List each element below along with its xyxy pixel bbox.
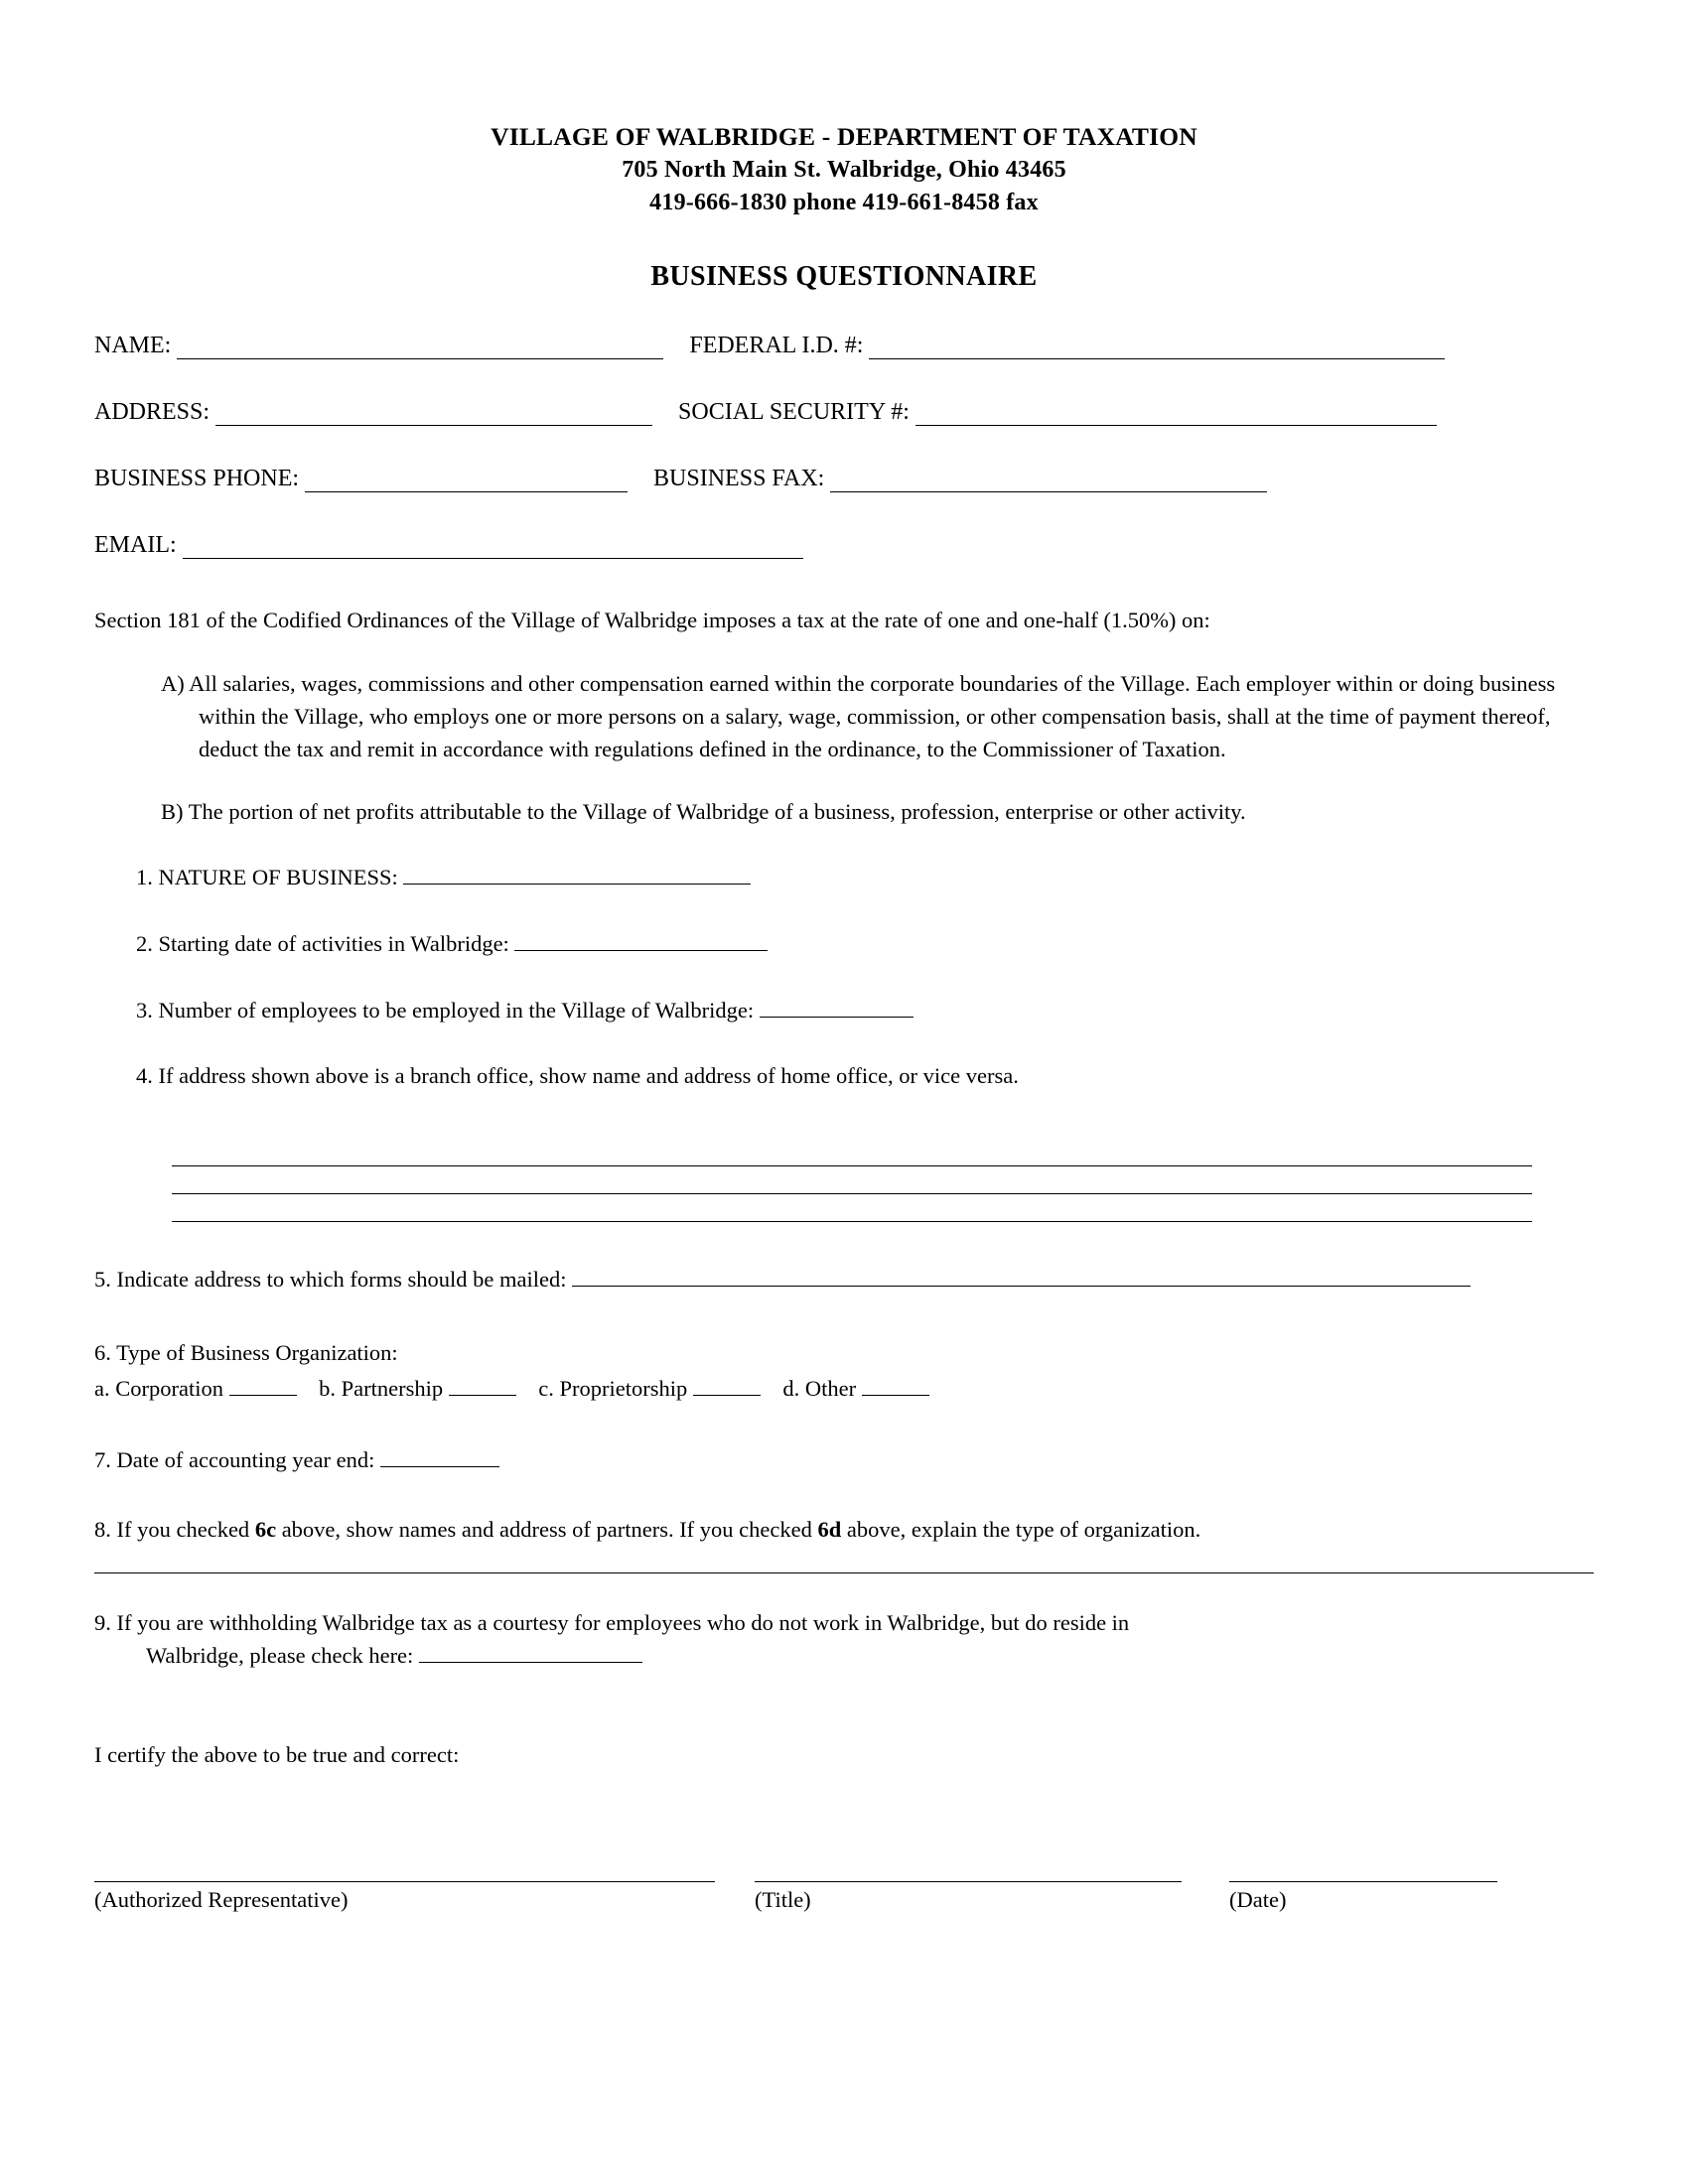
ssn-input[interactable] <box>915 405 1437 426</box>
question-6 <box>94 1336 1594 1406</box>
question-1-number: 1. <box>136 865 153 890</box>
question-9-line1: If you are withholding Walbridge tax as a courtesy for employees who do not work in Walbridge, but do reside in <box>116 1610 1130 1636</box>
authorized-representative-label: (Authorized Representative) <box>94 1886 349 1912</box>
page-title: BUSINESS QUESTIONNAIRE <box>650 261 1038 293</box>
question-2-label: Starting date of activities in Walbridge: <box>158 930 509 956</box>
question-6-label: Type of Business Organization: <box>116 1339 398 1365</box>
date-label: (Date) <box>1229 1886 1287 1912</box>
spacer <box>1182 1887 1229 1913</box>
question-9 <box>94 1607 1594 1672</box>
option-a-label: Corporation <box>115 1375 223 1401</box>
question-6-heading <box>94 1336 1594 1370</box>
question-8 <box>94 1517 1594 1573</box>
option-c-checkbox[interactable] <box>693 1375 761 1396</box>
federal-id-input[interactable] <box>869 339 1445 359</box>
signature-area <box>94 1863 1594 1913</box>
question-8-part3: above, explain the type of organization. <box>841 1517 1201 1543</box>
option-d-label: Other <box>804 1375 857 1401</box>
question-4-line-2[interactable] <box>172 1166 1532 1194</box>
question-5-input[interactable] <box>572 1266 1471 1287</box>
ssn-label: SOCIAL SECURITY #: <box>678 399 910 426</box>
business-fax-label: BUSINESS FAX: <box>653 466 825 492</box>
email-input[interactable] <box>183 538 803 559</box>
clause-a-text: All salaries, wages, commissions and other compensation earned within the corporate boundaries of the Village. Each employer within or doing business within the Village, who employs one or more persons on a salary, wage, commission, or other compensation basis, shall at the time of payment thereof, deduct the tax and remit in accordance with regulations defined in the ordinance, to the Commissioner of Taxation. <box>189 671 1556 762</box>
question-6-number: 6. <box>94 1339 111 1365</box>
question-8-text <box>94 1517 1594 1543</box>
address-input[interactable] <box>215 405 652 426</box>
question-8-input[interactable] <box>94 1549 1594 1573</box>
question-4-answer-area <box>94 1139 1594 1222</box>
option-d-checkbox[interactable] <box>862 1375 929 1396</box>
date-input[interactable] <box>1229 1863 1497 1882</box>
clause-b-text: The portion of net profits attributable to the Village of Walbridge of a business, profession, enterprise or other activity. <box>188 799 1246 825</box>
question-2-input[interactable] <box>514 930 768 951</box>
question-3-input[interactable] <box>760 997 914 1018</box>
federal-id-label: FEDERAL I.D. #: <box>689 333 864 359</box>
question-7 <box>94 1446 1594 1473</box>
document-header <box>94 119 1594 219</box>
question-4-line-3[interactable] <box>172 1194 1532 1222</box>
question-8-ref-6d: 6d <box>817 1517 842 1543</box>
business-phone-input[interactable] <box>305 472 628 492</box>
question-7-input[interactable] <box>380 1446 499 1467</box>
name-label: NAME: <box>94 333 172 359</box>
option-c-letter: c. <box>538 1375 554 1401</box>
title-input[interactable] <box>755 1863 1182 1882</box>
question-4-line-1[interactable] <box>172 1139 1532 1166</box>
question-7-label: Date of accounting year end: <box>116 1447 375 1473</box>
question-5-label: Indicate address to which forms should be mailed: <box>116 1266 567 1292</box>
clause-a <box>94 667 1594 765</box>
row-email <box>94 532 1594 559</box>
clause-b <box>94 795 1594 828</box>
authorized-representative-input[interactable] <box>94 1863 715 1882</box>
question-9-line2-wrap <box>120 1640 1594 1673</box>
row-name-federal-id <box>94 333 1594 359</box>
name-input[interactable] <box>177 339 663 359</box>
question-2 <box>94 928 1594 961</box>
question-1-input[interactable] <box>403 864 751 885</box>
question-1 <box>94 862 1594 894</box>
clause-a-marker: A) <box>161 671 185 697</box>
question-9-line2: Walbridge, please check here: <box>146 1642 414 1668</box>
header-line-department: VILLAGE OF WALBRIDGE - DEPARTMENT OF TAXATION <box>491 122 1197 151</box>
header-line-contact: 419-666-1830 phone 419-661-8458 fax <box>649 190 1039 216</box>
signature-labels <box>94 1887 1594 1913</box>
question-8-number: 8. <box>94 1517 111 1543</box>
question-4-number: 4. <box>136 1063 153 1089</box>
option-c-label: Proprietorship <box>559 1375 688 1401</box>
option-b-letter: b. <box>319 1375 336 1401</box>
certification-text: I certify the above to be true and correct: <box>94 1741 460 1767</box>
row-address-ssn <box>94 399 1594 426</box>
question-5-number: 5. <box>94 1266 111 1292</box>
option-b-checkbox[interactable] <box>449 1375 516 1396</box>
intro-paragraph: Section 181 of the Codified Ordinances of the Village of Walbridge imposes a tax at the rate of one and one-half (1.50%) on: <box>94 608 1210 633</box>
address-label: ADDRESS: <box>94 399 211 426</box>
question-5 <box>94 1266 1594 1293</box>
signature-lines <box>94 1863 1594 1882</box>
question-3 <box>94 995 1594 1027</box>
question-3-label: Number of employees to be employed in the Village of Walbridge: <box>158 997 755 1023</box>
header-line-address: 705 North Main St. Walbridge, Ohio 43465 <box>622 157 1066 184</box>
question-3-number: 3. <box>136 997 153 1023</box>
question-8-ref-6c: 6c <box>254 1517 277 1543</box>
question-4-label: If address shown above is a branch office, show name and address of home office, or vice versa. <box>158 1063 1019 1089</box>
question-7-number: 7. <box>94 1447 111 1473</box>
title-label: (Title) <box>755 1886 811 1912</box>
email-label: EMAIL: <box>94 532 177 559</box>
business-phone-label: BUSINESS PHONE: <box>94 466 300 492</box>
option-b-label: Partnership <box>341 1375 444 1401</box>
question-2-number: 2. <box>136 930 153 956</box>
question-8-part2: above, show names and address of partners. If you checked <box>276 1517 818 1543</box>
business-fax-input[interactable] <box>830 472 1267 492</box>
clause-b-marker: B) <box>161 799 184 825</box>
option-d-letter: d. <box>782 1375 800 1401</box>
question-8-part1: If you checked <box>116 1517 255 1543</box>
question-6-options <box>94 1372 1594 1406</box>
option-a-checkbox[interactable] <box>229 1375 297 1396</box>
option-a-letter: a. <box>94 1375 110 1401</box>
question-1-label: NATURE OF BUSINESS: <box>158 865 398 890</box>
row-phone-fax <box>94 466 1594 492</box>
question-9-number: 9. <box>94 1610 111 1636</box>
question-4 <box>94 1060 1594 1093</box>
spacer <box>715 1887 755 1913</box>
question-9-checkbox[interactable] <box>419 1642 642 1663</box>
